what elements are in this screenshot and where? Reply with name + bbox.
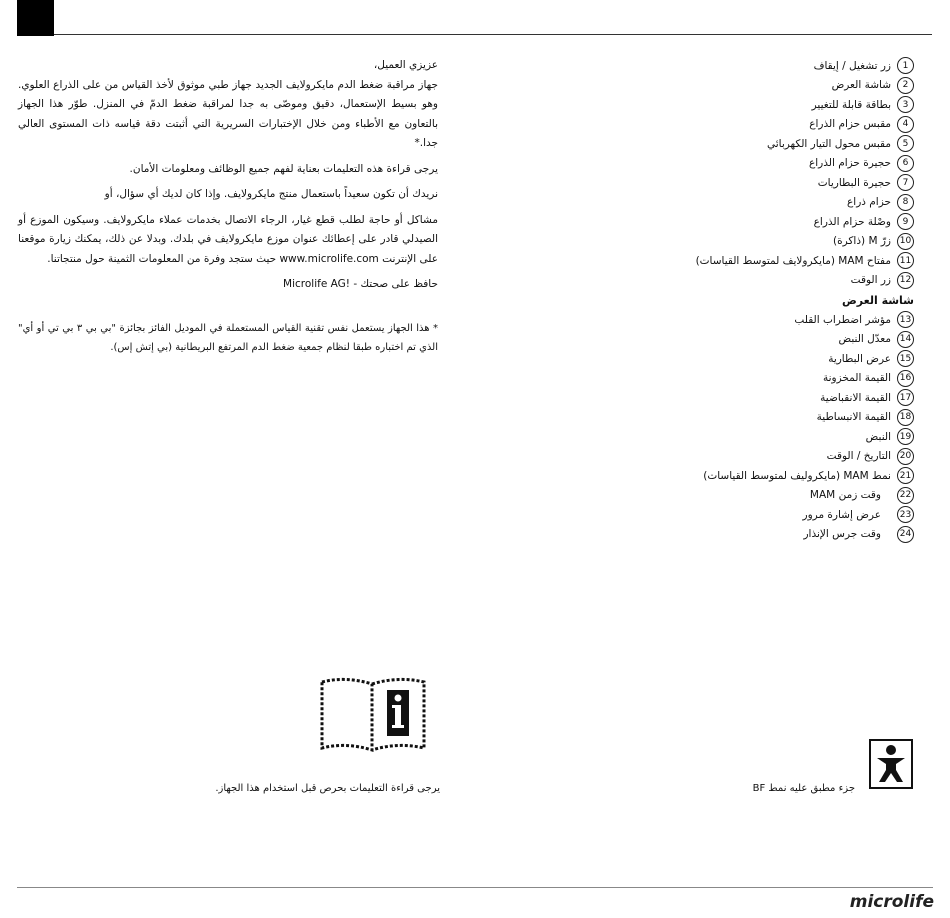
- list-item: [614, 505, 914, 525]
- item-label: شاشة العرض: [831, 79, 891, 92]
- list-item: [614, 173, 914, 193]
- list-item: [614, 134, 914, 154]
- list-item: [614, 349, 914, 369]
- item-number: 22: [897, 487, 914, 504]
- item-number: 11: [897, 252, 914, 269]
- list-item: [614, 486, 914, 506]
- list-item: [614, 193, 914, 213]
- item-label: النبض: [865, 430, 891, 443]
- display-section-heading: شاشة العرض: [841, 293, 914, 307]
- item-number: 12: [897, 272, 914, 289]
- list-item: [614, 388, 914, 408]
- list-item: [614, 369, 914, 389]
- brand-logo: microlife: [849, 892, 934, 912]
- item-number: 15: [897, 350, 914, 367]
- item-number: 24: [897, 526, 914, 543]
- item-number: 17: [897, 389, 914, 406]
- list-item: [614, 232, 914, 252]
- list-item: [614, 251, 914, 271]
- item-number: 6: [897, 155, 914, 172]
- letter-paragraph-4: مشاكل أو حاجة لطلب قطع غيار، الرجاء الاتصال بخدمات عملاء مايكرولايف. وسيكون الموزع أو الصيدلي قادر على إعطائك عنوان موزع مايكرولايف في بلدك. وبدلا عن ذلك، يمكنك زيارة موقعنا على الإنترنت www.microlife.com حيث ستجد وفرة من المعلومات الثمينة حول منتجاتنا.: [18, 213, 438, 265]
- list-item: [614, 427, 914, 447]
- book-caption: يرجى قراءة التعليمات بحرص قبل استخدام هذا الجهاز.: [215, 783, 440, 794]
- list-item: [614, 525, 914, 545]
- letter-paragraph-1: جهاز مراقبة ضغط الدم مايكرولايف الجديد جهاز طبي موثوق لأخذ القياس من على الذراع العلوي. وهو بسيط الإستعمال، دقيق وموصّى به جدا لمراقبة ضغط الدمّ في المنزل. طوّر هذا الجهاز بالتعاون مع الأطباء ومن خلال الإختبارات السريرية التي أثبتت دقة قياسه ذات المستوى العالي جدا.*: [18, 78, 438, 149]
- list-item: [614, 95, 914, 115]
- item-label: مؤشر اضطراب القلب: [794, 313, 891, 326]
- item-label: مقبس محول التيار الكهربائي: [766, 137, 891, 150]
- bf-caption: جزء مطبق عليه نمط BF: [752, 783, 855, 794]
- item-number: 5: [897, 135, 914, 152]
- item-number: 8: [897, 194, 914, 211]
- item-number: 20: [897, 448, 914, 465]
- item-label: وقت جرس الإنذار: [803, 528, 881, 541]
- item-number: 9: [897, 213, 914, 230]
- item-label: القيمة الانبساطية: [816, 411, 891, 424]
- list-item: [614, 56, 914, 76]
- customer-letter: [18, 56, 438, 357]
- list-item: [614, 408, 914, 428]
- list-item: [614, 466, 914, 486]
- item-number: 7: [897, 174, 914, 191]
- item-number: 21: [897, 467, 914, 484]
- footer-rule: [17, 887, 933, 888]
- item-label: حجيرة البطاريات: [817, 176, 891, 189]
- letter-greeting: عزيزي العميل،: [373, 59, 438, 71]
- item-label: وصْلة حزام الذراع: [813, 215, 891, 228]
- item-label: مقبس حزام الذراع: [809, 118, 891, 131]
- letter-signoff: حافظ على صحتك - !Microlife AG: [283, 278, 438, 290]
- item-label: عرض إشارة مرور: [802, 508, 881, 521]
- list-item: [614, 76, 914, 96]
- header-black-block: [17, 0, 54, 36]
- item-label: القيمة المخزونة: [822, 372, 891, 385]
- item-label: التاريخ / الوقت: [826, 450, 891, 463]
- instruction-manual-icon: [318, 676, 430, 758]
- list-item: [614, 330, 914, 350]
- item-number: 13: [897, 311, 914, 328]
- item-label: مفتاح MAM (مايكرولايف لمتوسط القياسات): [695, 254, 891, 267]
- type-bf-applied-part-icon: [869, 739, 913, 789]
- list-item: [614, 310, 914, 330]
- item-number: 23: [897, 506, 914, 523]
- item-number: 3: [897, 96, 914, 113]
- list-item: [614, 447, 914, 467]
- item-label: حجيرة حزام الذراع: [809, 157, 891, 170]
- item-number: 10: [897, 233, 914, 250]
- item-label: نمط MAM (مايكروليف لمتوسط القياسات): [703, 469, 891, 482]
- letter-paragraph-3: نريدك أن تكون سعيداً باستعمال منتج مايكرولايف. وإذا كان لديك أي سؤال، أو: [104, 188, 438, 200]
- item-label: حزام ذراع: [847, 196, 891, 209]
- parts-list: [614, 56, 914, 544]
- list-item: [614, 212, 914, 232]
- item-number: 4: [897, 116, 914, 133]
- item-number: 14: [897, 331, 914, 348]
- item-label: معدّل النبض: [838, 333, 891, 346]
- item-label: زرّ M (ذاكرة): [833, 235, 891, 248]
- list-item: [614, 154, 914, 174]
- letter-paragraph-2: يرجى قراءة هذه التعليمات بعناية لفهم جميع الوظائف ومعلومات الأمان.: [129, 162, 438, 175]
- item-number: 1: [897, 57, 914, 74]
- item-number: 18: [897, 409, 914, 426]
- item-label: زر تشغيل / إيقاف: [813, 59, 891, 72]
- letter-footnote: * هذا الجهاز يستعمل نفس تقنية القياس المستعملة في الموديل الفائز بجائزة "بي بي ٣ بي تي أو أي" الذي تم اختباره طبقا لنظام جمعية ضغط الدم المرتفع البريطانية (بي إتش إس).: [18, 322, 438, 353]
- item-number: 2: [897, 77, 914, 94]
- item-label: بطاقة قابلة للتغيير: [811, 98, 891, 111]
- list-item: [614, 115, 914, 135]
- item-number: 19: [897, 428, 914, 445]
- item-label: وقت زمن MAM: [809, 489, 881, 502]
- item-number: 16: [897, 370, 914, 387]
- item-label: القيمة الانقباضية: [820, 391, 891, 404]
- header-rule: [54, 34, 932, 35]
- item-label: عرض البطارية: [828, 352, 891, 365]
- item-label: زر الوقت: [850, 274, 891, 287]
- list-item: [614, 271, 914, 291]
